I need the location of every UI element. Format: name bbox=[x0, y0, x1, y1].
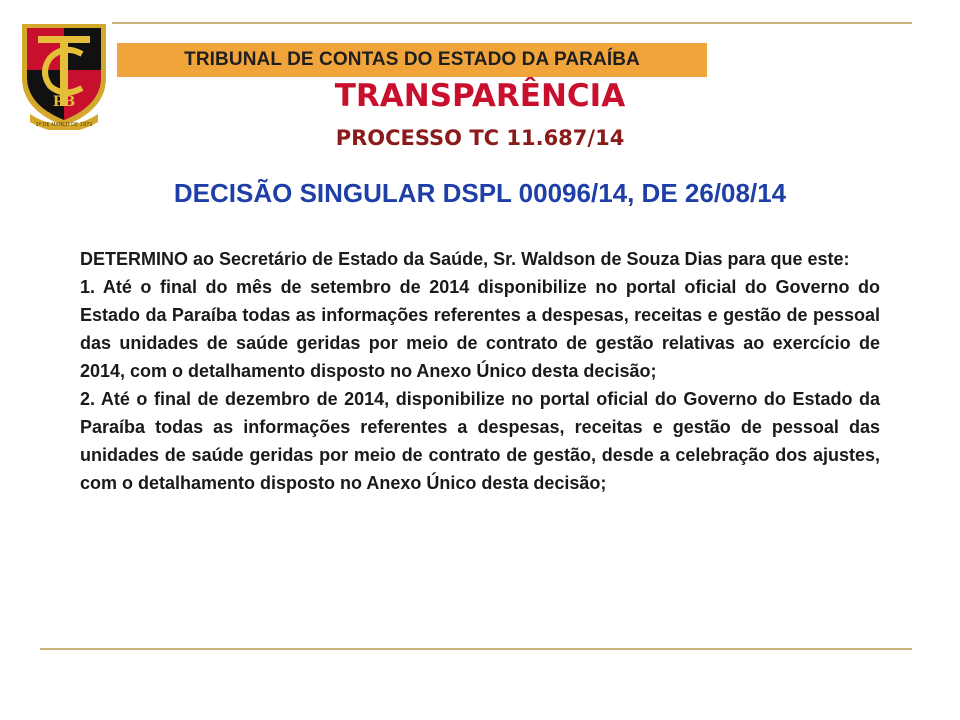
org-name-banner: TRIBUNAL DE CONTAS DO ESTADO DA PARAÍBA bbox=[117, 43, 707, 77]
page-title: TRANSPARÊNCIA bbox=[334, 78, 626, 114]
item-1-paragraph: 1. Até o final do mês de setembro de 2014 disponibilize no portal oficial do Governo do Estado da Paraíba todas as informações referentes a despesas, receitas e gestão de pessoal das unidades de saúde geridas por meio de contrato de gestão relativas ao exercício de 2014, com o detalhamento disposto no Anexo Único desta decisão; bbox=[80, 277, 880, 381]
logo-state-letters: PB bbox=[52, 94, 76, 110]
top-divider bbox=[112, 22, 912, 24]
process-number: PROCESSO TC 11.687/14 bbox=[335, 126, 625, 150]
item-2-paragraph: 2. Até o final de dezembro de 2014, disponibilize no portal oficial do Governo do Estado da Paraíba todas as informações referentes a despesas, receitas e gestão de pessoal das unidades de saúde geridas por meio de contrato de gestão, desde a celebração dos ajustes, com o detalhamento disposto no Anexo Único desta decisão; bbox=[80, 389, 880, 493]
bottom-divider bbox=[40, 648, 912, 650]
decision-body bbox=[80, 245, 880, 497]
intro-paragraph: DETERMINO ao Secretário de Estado da Saúde, Sr. Waldson de Souza Dias para que este: bbox=[80, 249, 850, 269]
decision-heading: DECISÃO SINGULAR DSPL 00096/14, DE 26/08/14 bbox=[173, 178, 787, 208]
logo-ribbon-text: 1º DE MARÇO DE 1971 bbox=[35, 122, 93, 128]
